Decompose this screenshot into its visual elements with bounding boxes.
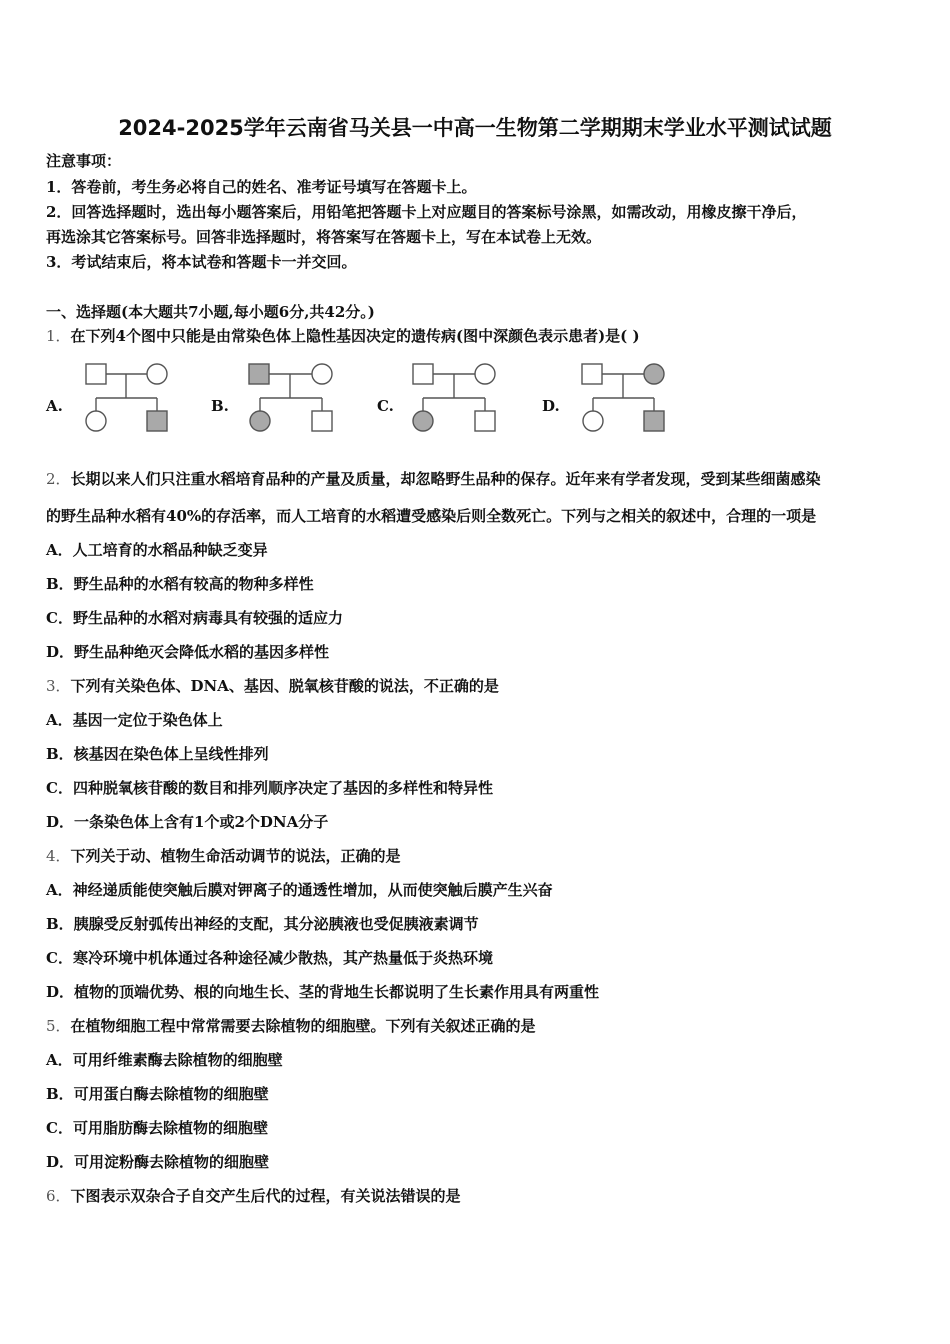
question-2 [46, 469, 821, 489]
mother-unaffected [475, 364, 495, 384]
option-a-label: A. [46, 397, 63, 415]
question-text: 下图表示双杂合子自交产生后代的过程，有关说法错误的是 [70, 1187, 461, 1205]
option-a: A．神经递质能使突触后膜对钾离子的通透性增加，从而使突触后膜产生兴奋 [46, 881, 553, 899]
question-text: 在下列4个图中只能是由常染色体上隐性基因决定的遗传病(图中深颜色表示患者)是( ) [70, 327, 640, 345]
mother-affected [644, 364, 664, 384]
father-unaffected [582, 364, 602, 384]
pedigree-d [576, 360, 676, 440]
daughter-unaffected [86, 411, 106, 431]
question-5 [46, 1016, 536, 1036]
option-d: D．野生品种绝灭会降低水稻的基因多样性 [46, 643, 330, 661]
son-unaffected [312, 411, 332, 431]
question-text: 下列有关染色体、DNA、基因、脱氧核苷酸的说法，不正确的是 [70, 677, 499, 695]
father-affected [249, 364, 269, 384]
question-number: 3． [46, 677, 71, 695]
option-a: A．可用纤维素酶去除植物的细胞壁 [46, 1051, 283, 1069]
option-b: B．野生品种的水稻有较高的物种多样性 [46, 575, 314, 593]
exam-title: 2024-2025学年云南省马关县一中高一生物第二学期期末学业水平测试试题 [118, 116, 832, 140]
question-number: 4． [46, 847, 71, 865]
question-4 [46, 846, 401, 866]
question-number: 5． [46, 1017, 71, 1035]
father-unaffected [86, 364, 106, 384]
option-c: C．可用脂肪酶去除植物的细胞壁 [46, 1119, 268, 1137]
option-c: C．寒冷环境中机体通过各种途径减少散热，其产热量低于炎热环境 [46, 949, 493, 967]
mother-unaffected [147, 364, 167, 384]
option-b: B．胰腺受反射弧传出神经的支配，其分泌胰液也受促胰液素调节 [46, 915, 479, 933]
option-b: B．可用蛋白酶去除植物的细胞壁 [46, 1085, 269, 1103]
notice-heading: 注意事项： [46, 152, 122, 170]
option-b: B．核基因在染色体上呈线性排列 [46, 745, 269, 763]
son-affected [644, 411, 664, 431]
notice-item: 1．答卷前，考生务必将自己的姓名、准考证号填写在答题卡上。 [46, 178, 477, 196]
son-affected [147, 411, 167, 431]
question-number: 1． [46, 327, 71, 345]
question-text: 在植物细胞工程中常常需要去除植物的细胞壁。下列有关叙述正确的是 [70, 1017, 536, 1035]
son-unaffected [475, 411, 495, 431]
option-b-label: B. [211, 397, 229, 415]
pedigree-b [243, 360, 343, 440]
option-d: D．可用淀粉酶去除植物的细胞壁 [46, 1153, 270, 1171]
question-text: 长期以来人们只注重水稻培育品种的产量及质量，却忽略野生品种的保存。近年来有学者发现，受到某些细菌感染 [70, 470, 821, 488]
option-d-label: D. [542, 397, 560, 415]
mother-unaffected [312, 364, 332, 384]
option-a: A．人工培育的水稻品种缺乏变异 [46, 541, 268, 559]
father-unaffected [413, 364, 433, 384]
pedigree-c [407, 360, 507, 440]
option-c: C．野生品种的水稻对病毒具有较强的适应力 [46, 609, 343, 627]
question-number: 2． [46, 470, 71, 488]
notice-item: 2．回答选择题时，选出每小题答案后，用铅笔把答题卡上对应题目的答案标号涂黑，如需改动，用橡皮擦干净后， [46, 203, 807, 221]
question-1 [46, 326, 640, 346]
daughter-unaffected [583, 411, 603, 431]
option-c-label: C. [377, 397, 394, 415]
notice-item: 再选涂其它答案标号。回答非选择题时，将答案写在答题卡上，写在本试卷上无效。 [46, 228, 602, 246]
option-d: D．植物的顶端优势、根的向地生长、茎的背地生长都说明了生长素作用具有两重性 [46, 983, 600, 1001]
notice-item: 3．考试结束后，将本试卷和答题卡一并交回。 [46, 253, 357, 271]
question-text-continued: 的野生品种水稻有40%的存活率，而人工培育的水稻遭受感染后则全数死亡。下列与之相关的叙述中，合理的一项是 [46, 507, 817, 525]
daughter-affected [413, 411, 433, 431]
pedigree-a [80, 360, 180, 440]
option-d: D．一条染色体上含有1个或2个DNA分子 [46, 813, 329, 831]
option-c: C．四种脱氧核苷酸的数目和排列顺序决定了基因的多样性和特异性 [46, 779, 493, 797]
question-number: 6． [46, 1187, 71, 1205]
section-heading: 一、选择题(本大题共7小题,每小题6分,共42分。) [46, 303, 375, 321]
question-text: 下列关于动、植物生命活动调节的说法，正确的是 [70, 847, 401, 865]
question-6 [46, 1186, 461, 1206]
option-a: A．基因一定位于染色体上 [46, 711, 223, 729]
daughter-affected [250, 411, 270, 431]
question-3 [46, 676, 499, 696]
